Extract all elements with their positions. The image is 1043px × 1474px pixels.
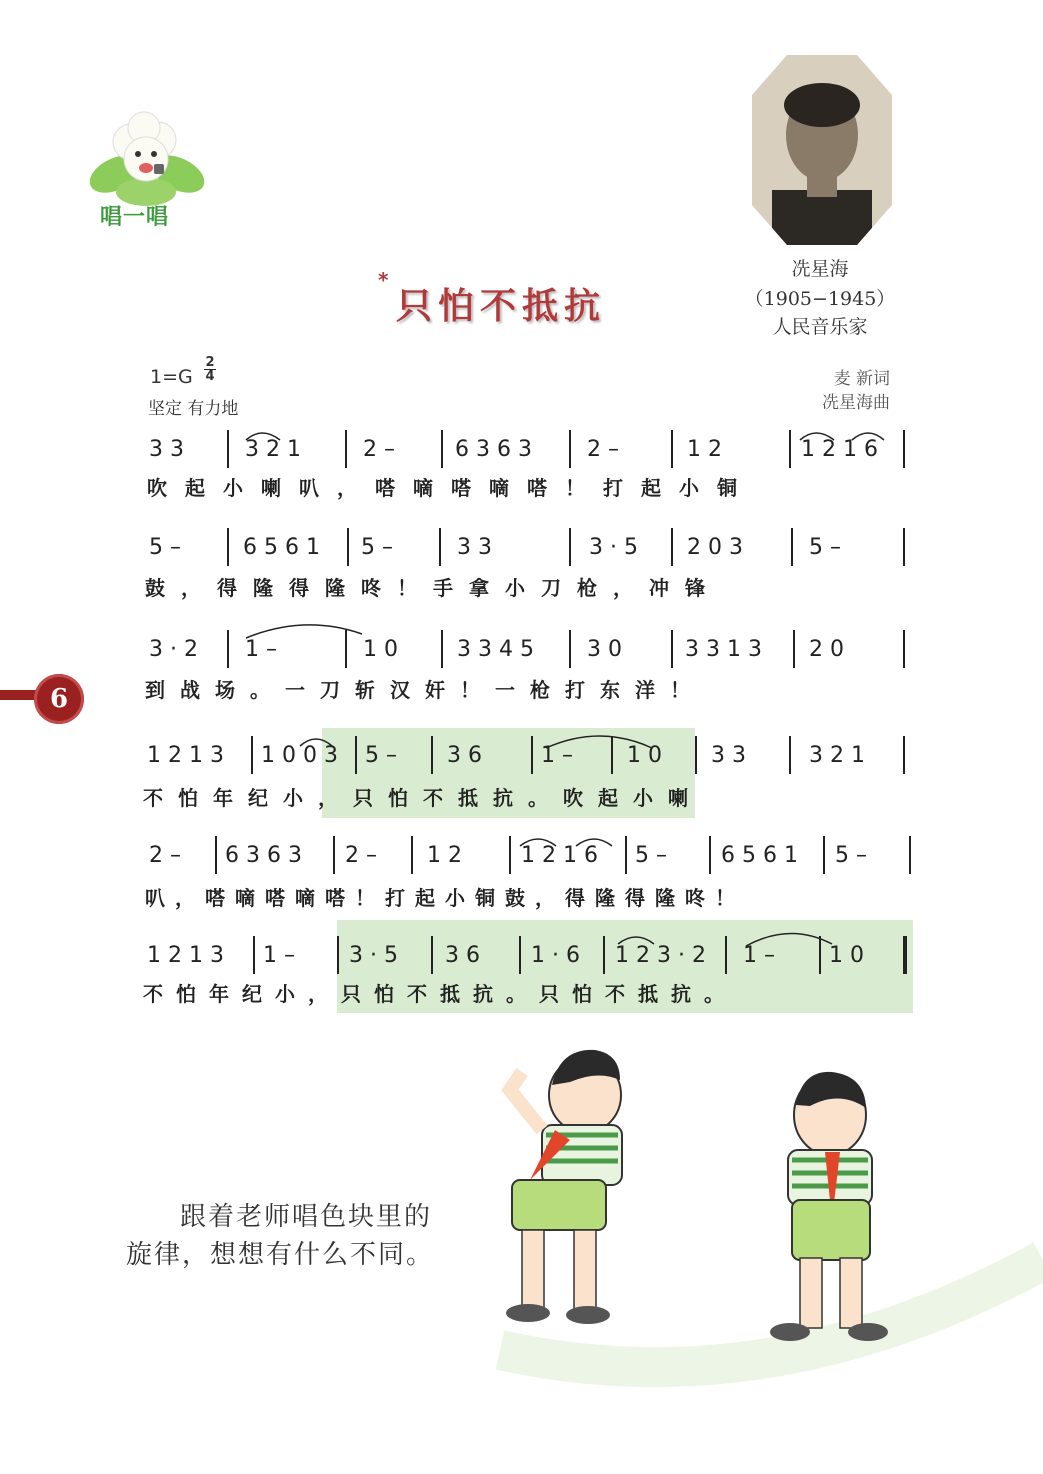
barline: [603, 936, 605, 974]
barline: [611, 736, 613, 774]
barline: [709, 836, 711, 874]
measure: 1 2 1 3: [147, 743, 224, 768]
measure: 1 –: [743, 943, 775, 968]
measure: 3 6: [445, 943, 480, 968]
measure: 5 –: [835, 843, 867, 868]
measure: 3 3 1 3: [685, 637, 762, 662]
score-row-3: [145, 630, 915, 670]
barline: [789, 736, 791, 774]
two-boys-illustration: [470, 1030, 1043, 1410]
measure: 5 –: [635, 843, 667, 868]
barline: [823, 836, 825, 874]
measure: 5 –: [365, 743, 397, 768]
instruction-line-2: 旋律，想想有什么不同。: [126, 1240, 435, 1270]
barline: [509, 836, 511, 874]
barline: [345, 630, 347, 668]
title-asterisk: *: [378, 268, 389, 292]
time-signature-bottom: 4: [205, 369, 215, 384]
barline: [347, 528, 349, 566]
measure: 3 2 1: [809, 743, 865, 768]
barline: [411, 836, 413, 874]
measure: 1 2 1 6: [521, 843, 598, 868]
barline: [671, 528, 673, 566]
barline: [227, 430, 229, 468]
measure: 5 –: [361, 535, 393, 560]
measure: 5 –: [809, 535, 841, 560]
measure: 5 –: [149, 535, 181, 560]
barline: [793, 630, 795, 668]
boy-right-figure: [770, 1072, 888, 1341]
lyrics-row-2: 鼓，得隆得隆咚！手拿小刀枪，冲锋: [145, 576, 721, 600]
measure: 1 2: [687, 437, 722, 462]
measure: 6 3 6 3: [455, 437, 532, 462]
barline: [569, 528, 571, 566]
composer-credit: 冼星海曲: [822, 393, 890, 413]
score-row-1: [145, 430, 915, 470]
measure: 1 2: [427, 843, 462, 868]
measure: 2 –: [587, 437, 619, 462]
measure: 1 0 0 3: [261, 743, 338, 768]
score-row-4: [145, 736, 915, 776]
tempo-marking: 坚定 有力地: [148, 399, 239, 419]
key-signature: 1=G: [150, 366, 193, 388]
song-title: 只怕不抵抗: [396, 285, 607, 327]
lyrics-row-4: 不怕年纪小，只怕不抵抗。吹起小喇: [143, 786, 703, 810]
barline: [431, 736, 433, 774]
barline: [903, 630, 905, 668]
lyricist-credit: 麦 新词: [833, 369, 890, 389]
barline: [441, 630, 443, 668]
lyrics-row-6: 不怕年纪小，只怕不抵抗。只怕不抵抗。: [143, 982, 737, 1006]
measure: 3 · 5: [589, 535, 638, 560]
measure: 1 –: [245, 637, 277, 662]
barline: [251, 736, 253, 774]
score-row-6: [145, 936, 915, 976]
measure: 1 –: [541, 743, 573, 768]
portrait-description: 人民音乐家: [772, 316, 868, 338]
barline: [439, 528, 441, 566]
barline: [903, 528, 905, 566]
page-number: 6: [34, 674, 84, 724]
measure: 1 0: [829, 943, 864, 968]
barline: [671, 630, 673, 668]
score-row-5: [145, 836, 915, 876]
measure: 6 5 6 1: [243, 535, 320, 560]
barline: [441, 430, 443, 468]
time-signature: [204, 356, 216, 383]
barline: [431, 936, 433, 974]
measure: 2 –: [149, 843, 181, 868]
lyrics-row-3: 到战场。一刀斩汉奸！一枪打东洋！: [145, 678, 705, 702]
measure: 3 · 5: [349, 943, 398, 968]
measure: 1 2 1 3: [147, 943, 224, 968]
barline: [337, 936, 339, 974]
boy-left-figure: [506, 1050, 622, 1324]
barline: [791, 528, 793, 566]
barline: [531, 736, 533, 774]
portrait-name: 冼星海: [791, 258, 849, 280]
barline: [345, 430, 347, 468]
measure: 3 3: [711, 743, 746, 768]
barline: [569, 430, 571, 468]
measure: 1 2 3 · 2: [615, 943, 706, 968]
barline: [333, 836, 335, 874]
barline: [789, 430, 791, 468]
measure: 3 6: [447, 743, 482, 768]
measure: 6 5 6 1: [721, 843, 798, 868]
measure: 2 0: [809, 637, 844, 662]
barline: [819, 936, 821, 974]
measure: 6 3 6 3: [225, 843, 302, 868]
measure: 3 3: [149, 437, 184, 462]
barline: [253, 936, 255, 974]
measure: 3 2 1: [245, 437, 301, 462]
barline: [909, 836, 911, 874]
measure: 3 3: [457, 535, 492, 560]
portrait-photo: [752, 55, 892, 245]
barline: [355, 736, 357, 774]
measure: 3 0: [587, 637, 622, 662]
measure: 1 0: [363, 637, 398, 662]
measure: 1 2 1 6: [801, 437, 878, 462]
barline: [519, 936, 521, 974]
measure: 2 –: [363, 437, 395, 462]
barline: [227, 528, 229, 566]
lyrics-row-5: 叭，嗒嘀嗒嘀嗒！打起小铜鼓，得隆得隆咚！: [145, 886, 745, 910]
section-label: 唱一唱: [100, 205, 170, 230]
barline: [215, 836, 217, 874]
measure: 2 0 3: [687, 535, 743, 560]
time-signature-top: 2: [205, 355, 215, 370]
barline: [695, 736, 697, 774]
barline: [671, 430, 673, 468]
measure: 2 –: [345, 843, 377, 868]
barline: [625, 836, 627, 874]
barline: [227, 630, 229, 668]
measure: 1 · 6: [531, 943, 580, 968]
barline: [903, 430, 905, 468]
score-row-2: [145, 528, 915, 568]
final-barline: [903, 936, 907, 974]
measure: 3 3 4 5: [457, 637, 534, 662]
lyrics-row-1: 吹起小喇叭，嗒嘀嗒嘀嗒！打起小铜: [147, 476, 755, 500]
measure: 1 –: [263, 943, 295, 968]
measure: 1 0: [627, 743, 662, 768]
barline: [569, 630, 571, 668]
measure: 3 · 2: [149, 637, 198, 662]
portrait-years: （1905−1945）: [744, 288, 896, 310]
barline: [725, 936, 727, 974]
barline: [903, 736, 905, 774]
instruction-line-1: 跟着老师唱色块里的: [180, 1202, 433, 1232]
